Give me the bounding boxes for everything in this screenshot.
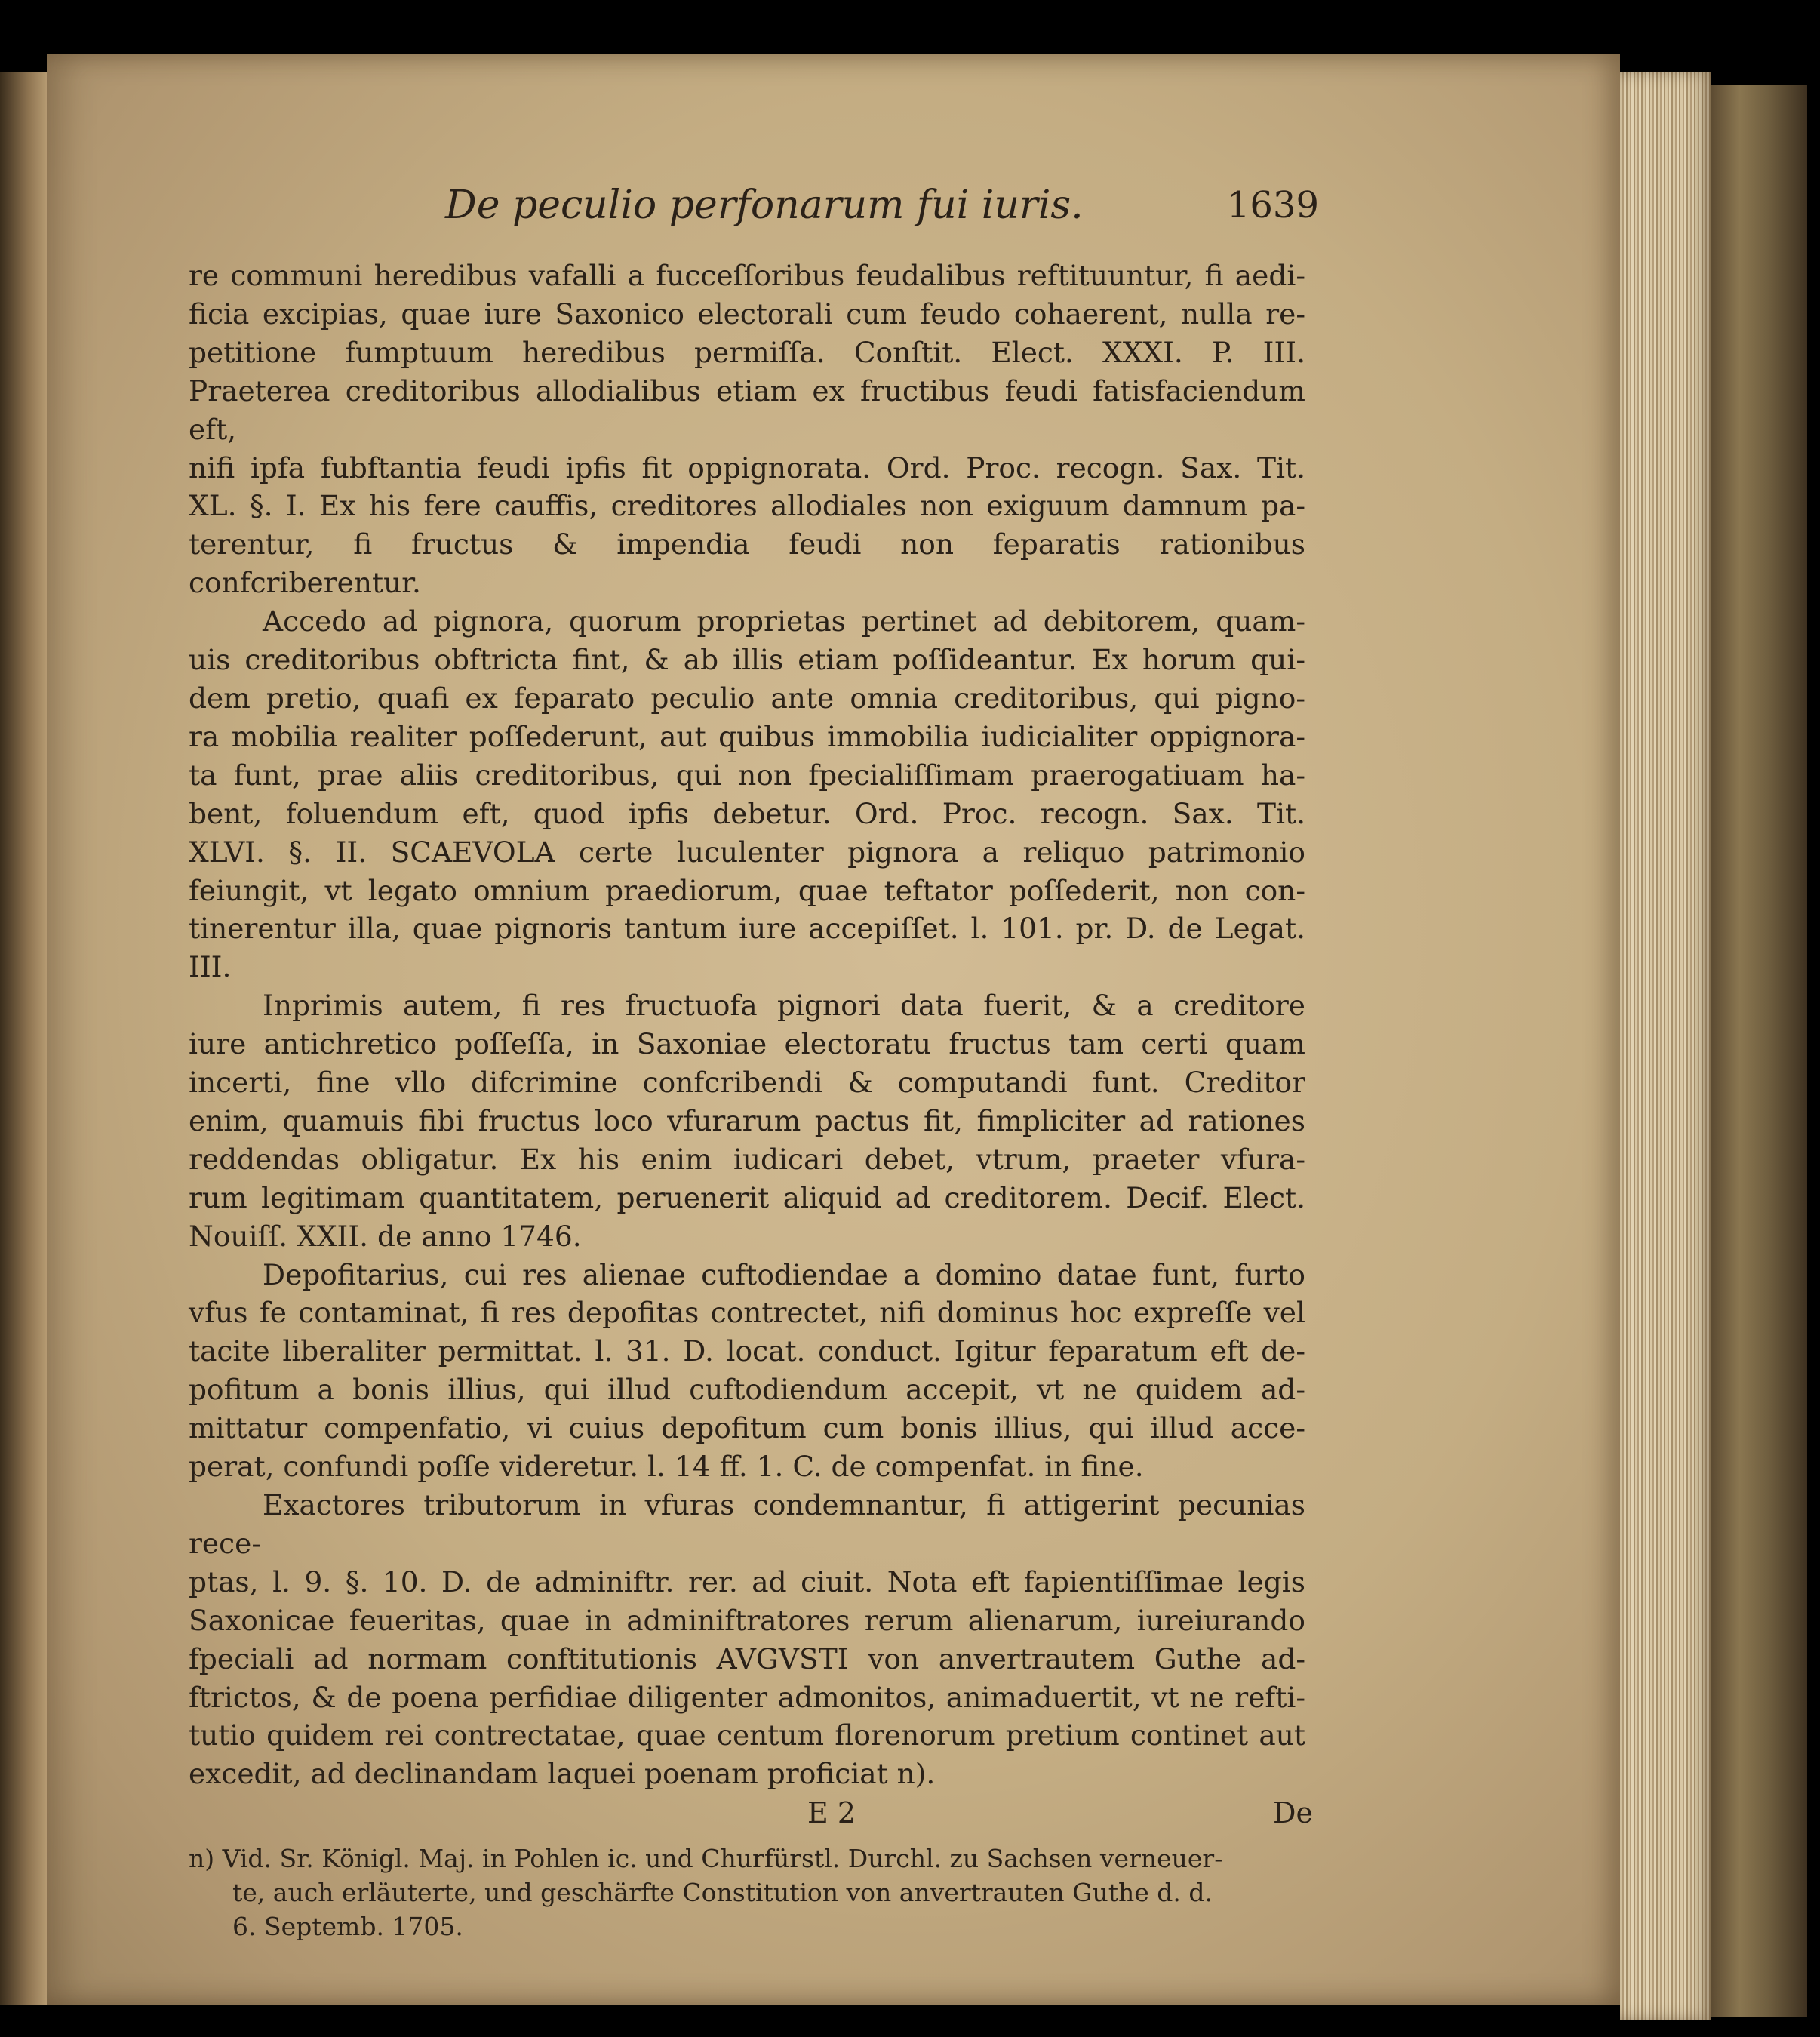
signature-mark: E 2 [807, 1796, 856, 1830]
left-page-edge [0, 72, 47, 2005]
book-cover-edge [1711, 85, 1807, 2017]
text-line: Nouiſſ. XXII. de anno 1746. [189, 1219, 582, 1253]
text-line: ftrictos, & de poena perfidiae diligenter admonitos, animaduertit, vt ne refti- [189, 1680, 1305, 1714]
text-line: terentur, fi fructus & impendia feudi non feparatis rationibus confcriberentur. [189, 528, 1305, 600]
text-line: enim, quamuis fibi fructus loco vfurarum pactus fit, fimpliciter ad rationes [189, 1103, 1305, 1137]
text-line: feiungit, vt legato omnium praediorum, quae teftator poſſederit, non con- [189, 873, 1305, 907]
text-line: Accedo ad pignora, quorum proprietas pertinet ad debitorem, quam- [263, 605, 1305, 638]
catchline [189, 1793, 1313, 1837]
text-line: dem pretio, quafi ex feparato peculio ante omnia creditoribus, qui pigno- [189, 681, 1305, 715]
catchword: De [1273, 1796, 1313, 1830]
text-line: tacite liberaliter permittat. l. 31. D. locat. conduct. Igitur feparatum eft de- [189, 1334, 1305, 1368]
running-title: De peculio perfonarum fui iuris. [445, 183, 1084, 228]
text-line: uis creditoribus obftricta fint, & ab illis etiam poſſideantur. Ex horum qui- [189, 643, 1305, 677]
page-content [189, 178, 1319, 1943]
text-line: vfus fe contaminat, fi res depofitas contrectet, nifi dominus hoc expreſſe vel [189, 1296, 1305, 1330]
text-line: Depofitarius, cui res alienae cuftodiendae a domino datae funt, furto [263, 1257, 1305, 1291]
text-line: tinerentur illa, quae pignoris tantum iure accepiſſet. l. 101. pr. D. de Legat. III. [189, 912, 1305, 984]
text-line: iure antichretico poſſeſſa, in Saxoniae electoratu fructus tam certi quam [189, 1027, 1305, 1061]
text-line: nifi ipfa fubftantia feudi ipfis fit oppignorata. Ord. Proc. recogn. Sax. Tit. [189, 451, 1305, 485]
text-line: excedit, ad declinandam laquei poenam proficiat n). [189, 1757, 936, 1791]
text-line: Exactores tributorum in vfuras condemnantur, fi attigerint pecunias rece- [189, 1488, 1305, 1560]
paragraph-5 [189, 1486, 1305, 1793]
paragraph-4 [189, 1256, 1305, 1486]
paragraph-1 [189, 257, 1305, 602]
text-line: ta funt, prae aliis creditoribus, qui non fpecialiſſimam praerogatiuam ha- [189, 758, 1305, 792]
text-line: ra mobilia realiter poſſederunt, aut quibus immobilia iudicialiter oppignora- [189, 719, 1305, 753]
text-line: bent, foluendum eft, quod ipfis debetur. Ord. Proc. recogn. Sax. Tit. [189, 796, 1305, 830]
text-line: ficia excipias, quae iure Saxonico electorali cum feudo cohaerent, nulla re- [189, 297, 1305, 331]
footnote [189, 1842, 1305, 1943]
text-line: Praeterea creditoribus allodialibus etiam ex fructibus feudi fatisfaciendum eft, [189, 374, 1305, 446]
text-line: Saxonicae feueritas, quae in adminiftratores rerum alienarum, iureiurando [189, 1603, 1305, 1637]
text-line: fpeciali ad normam conftitutionis AVGVSTI von anvertrautem Guthe ad- [189, 1642, 1305, 1675]
footnote-line: te, auch erläuterte, und geschärfte Constitution von anvertrauten Guthe d. d. [232, 1878, 1213, 1908]
footnote-line: 6. Septemb. 1705. [232, 1912, 463, 1942]
text-line: rum legitimam quantitatem, peruenerit aliquid ad creditorem. Decif. Elect. [189, 1180, 1305, 1214]
page-fore-edge [1620, 72, 1711, 2020]
text-line: re communi heredibus vafalli a fucceſſoribus feudalibus reftituuntur, fi aedi- [189, 259, 1305, 292]
text-line: reddendas obligatur. Ex his enim iudicari debet, vtrum, praeter vfura- [189, 1142, 1305, 1176]
text-line: tutio quidem rei contrectatae, quae centum florenorum pretium continet aut [189, 1719, 1305, 1752]
text-line: ptas, l. 9. §. 10. D. de adminiftr. rer. ad ciuit. Nota eft fapientiſſimae legis [189, 1565, 1305, 1599]
paragraph-3 [189, 986, 1305, 1255]
text-line: perat, confundi poſſe videretur. l. 14 ff. 1. C. de compenfat. in fine. [189, 1450, 1144, 1484]
text-line: mittatur compenfatio, vi cuius depofitum cum bonis illius, qui illud acce- [189, 1411, 1305, 1445]
text-line: pofitum a bonis illius, qui illud cuftodiendum accepit, vt ne quidem ad- [189, 1373, 1305, 1407]
text-line: petitione fumptuum heredibus permiſſa. Conſtit. Elect. XXXI. P. III. [189, 335, 1305, 369]
text-line: XL. §. I. Ex his fere cauffis, creditores allodiales non exiguum damnum pa- [189, 489, 1305, 523]
text-line: incerti, fine vllo difcrimine confcribendi & computandi funt. Creditor [189, 1066, 1305, 1100]
page-header [189, 178, 1319, 237]
paragraph-2 [189, 602, 1305, 986]
text-line: Inprimis autem, fi res fructuofa pignori data fuerit, & a creditore [263, 989, 1305, 1023]
page-number: 1639 [1226, 184, 1319, 226]
text-line: XLVI. §. II. SCAEVOLA certe luculenter pignora a reliquo patrimonio [189, 835, 1305, 869]
footnote-line: n) Vid. Sr. Königl. Maj. in Pohlen ic. und Churfürstl. Durchl. zu Sachsen verneuer- [189, 1844, 1223, 1874]
